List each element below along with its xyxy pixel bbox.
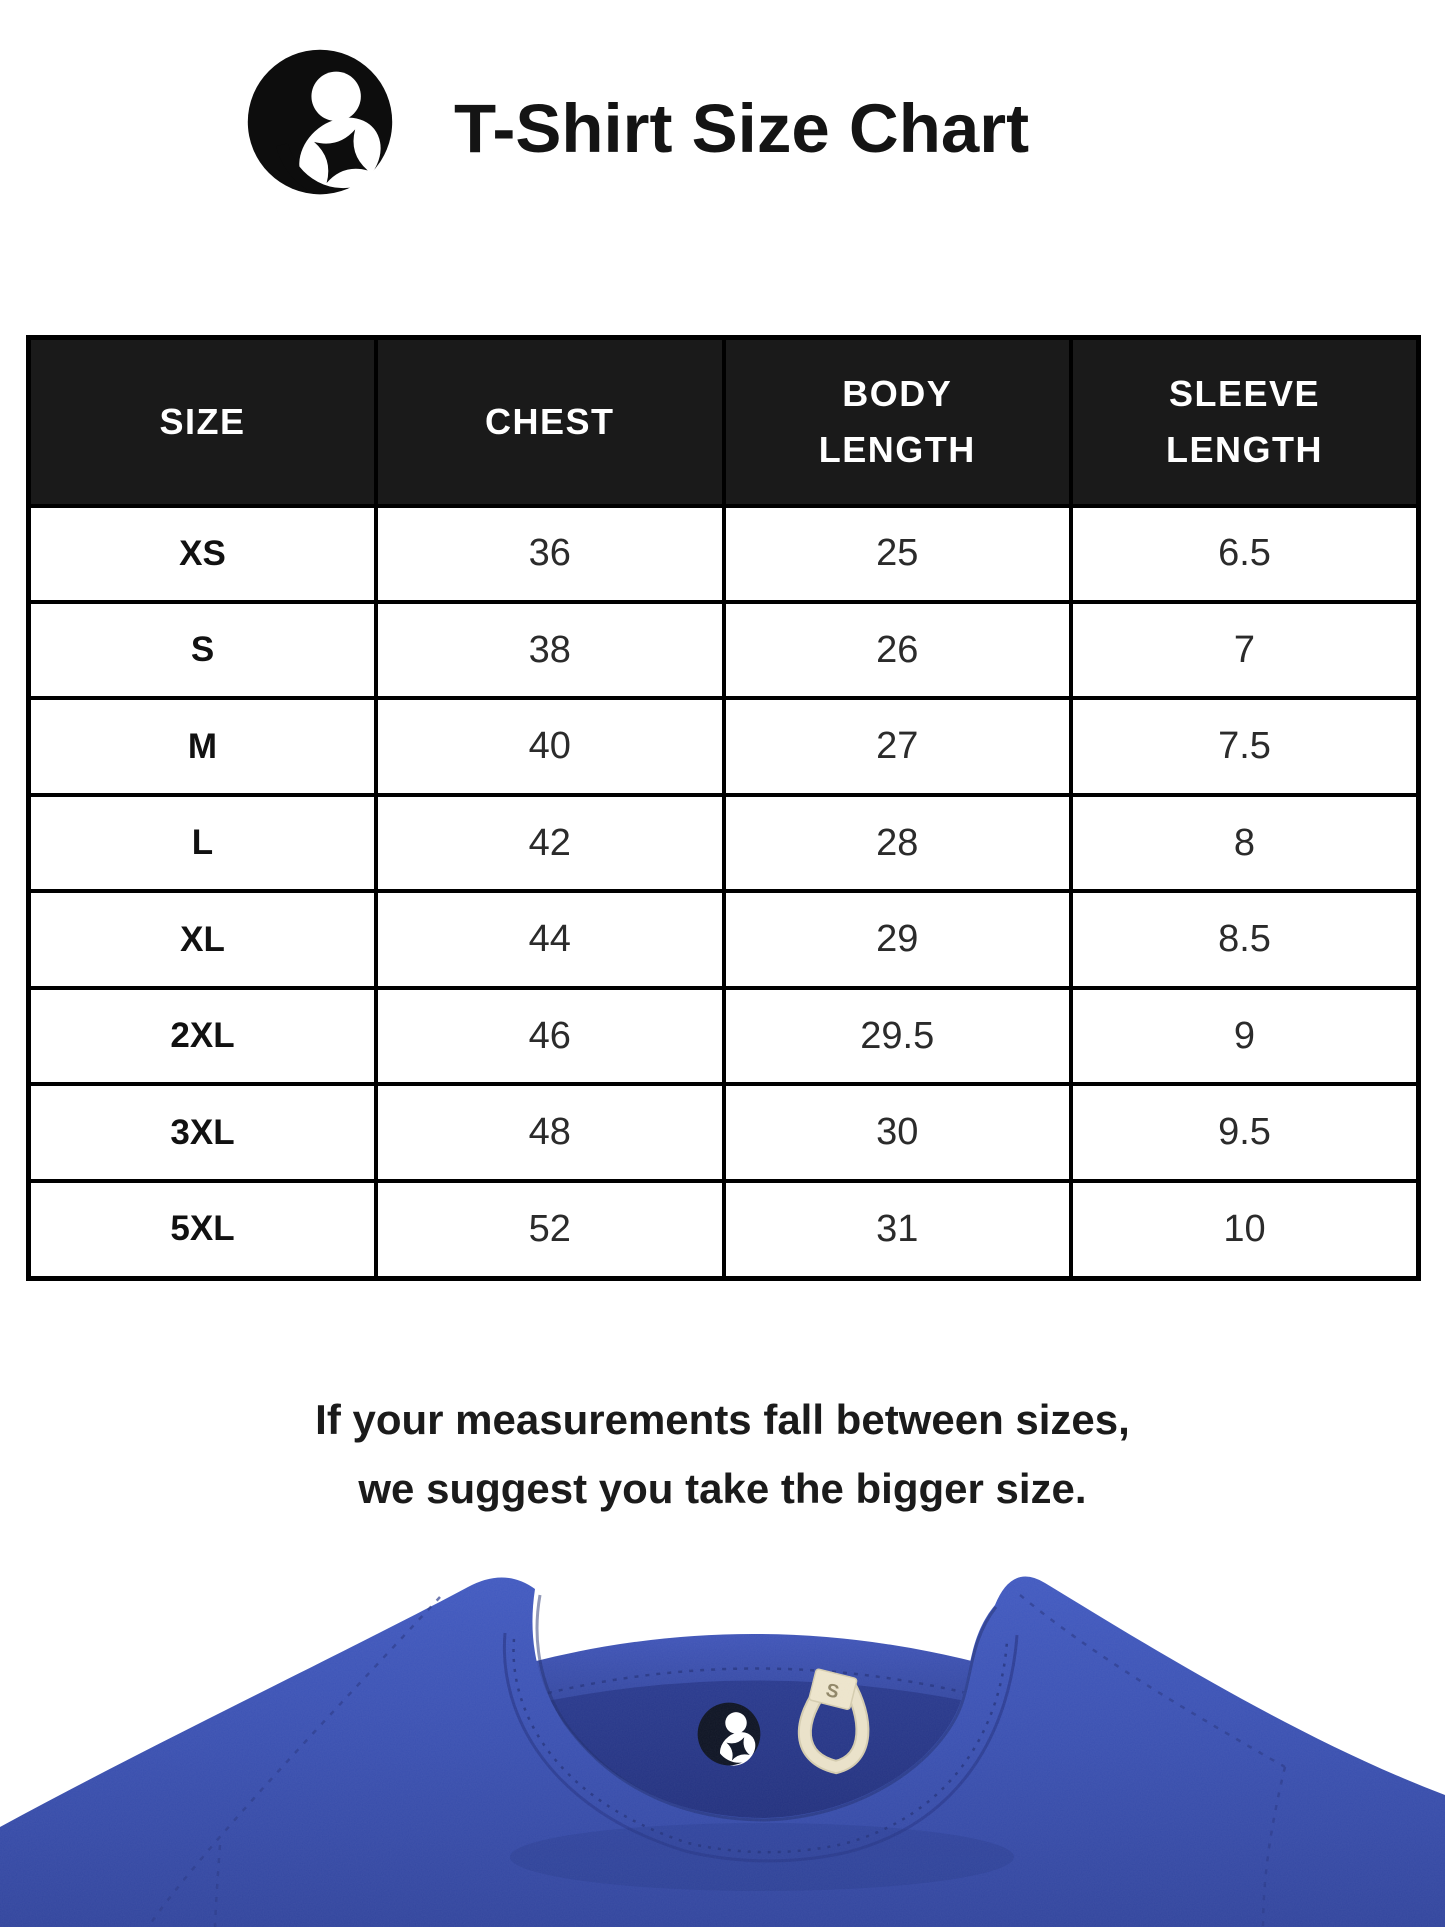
size-label-cell: XS — [29, 506, 377, 602]
body-length-value-cell: 31 — [724, 1181, 1072, 1279]
chest-value-cell: 36 — [376, 506, 724, 602]
size-label-cell: 2XL — [29, 988, 377, 1084]
size-label-cell: L — [29, 795, 377, 891]
tshirt-collar-illustration — [0, 1555, 1445, 1927]
size-label-cell: 3XL — [29, 1084, 377, 1180]
sizing-note — [0, 1386, 1445, 1524]
chest-value-cell: 42 — [376, 795, 724, 891]
table-row — [29, 1181, 1419, 1279]
chest-value-cell: 46 — [376, 988, 724, 1084]
chest-value-cell: 38 — [376, 602, 724, 698]
size-label-cell: S — [29, 602, 377, 698]
body-length-value-cell: 30 — [724, 1084, 1072, 1180]
column-header-sleeve-length: SLEEVE LENGTH — [1071, 338, 1419, 506]
column-header-body-length: BODY LENGTH — [724, 338, 1072, 506]
sleeve-length-value-cell: 8.5 — [1071, 891, 1419, 987]
size-label-cell: 5XL — [29, 1181, 377, 1279]
size-label-cell: XL — [29, 891, 377, 987]
page-header — [244, 44, 1029, 200]
size-label-cell: M — [29, 698, 377, 794]
sleeve-length-value-cell: 9.5 — [1071, 1084, 1419, 1180]
table-row — [29, 891, 1419, 987]
table-row — [29, 795, 1419, 891]
sleeve-length-value-cell: 10 — [1071, 1181, 1419, 1279]
table-row — [29, 506, 1419, 602]
body-length-value-cell: 29.5 — [724, 988, 1072, 1084]
sizing-note-line1: If your measurements fall between sizes, — [315, 1396, 1130, 1443]
table-row — [29, 1084, 1419, 1180]
chest-value-cell: 40 — [376, 698, 724, 794]
body-length-value-cell: 29 — [724, 891, 1072, 987]
tshirt-photo — [0, 1555, 1445, 1927]
body-length-value-cell: 26 — [724, 602, 1072, 698]
body-length-value-cell: 27 — [724, 698, 1072, 794]
sleeve-length-value-cell: 7.5 — [1071, 698, 1419, 794]
chest-value-cell: 44 — [376, 891, 724, 987]
size-chart-table — [26, 335, 1421, 1281]
brand-logo-icon — [244, 46, 396, 198]
sleeve-length-value-cell: 6.5 — [1071, 506, 1419, 602]
column-header-chest: CHEST — [376, 338, 724, 506]
body-length-value-cell: 28 — [724, 795, 1072, 891]
table-row — [29, 988, 1419, 1084]
sizing-note-line2: we suggest you take the bigger size. — [358, 1464, 1087, 1512]
chest-value-cell: 52 — [376, 1181, 724, 1279]
size-chart-table-wrap — [26, 335, 1421, 1281]
table-row — [29, 602, 1419, 698]
fabric-texture — [0, 1555, 1445, 1927]
header-row — [29, 338, 1419, 506]
table-row — [29, 698, 1419, 794]
body-length-value-cell: 25 — [724, 506, 1072, 602]
sleeve-length-value-cell: 8 — [1071, 795, 1419, 891]
sleeve-length-value-cell: 9 — [1071, 988, 1419, 1084]
chest-value-cell: 48 — [376, 1084, 724, 1180]
column-header-size: SIZE — [29, 338, 377, 506]
page-title: T-Shirt Size Chart — [454, 89, 1030, 167]
sleeve-length-value-cell: 7 — [1071, 602, 1419, 698]
